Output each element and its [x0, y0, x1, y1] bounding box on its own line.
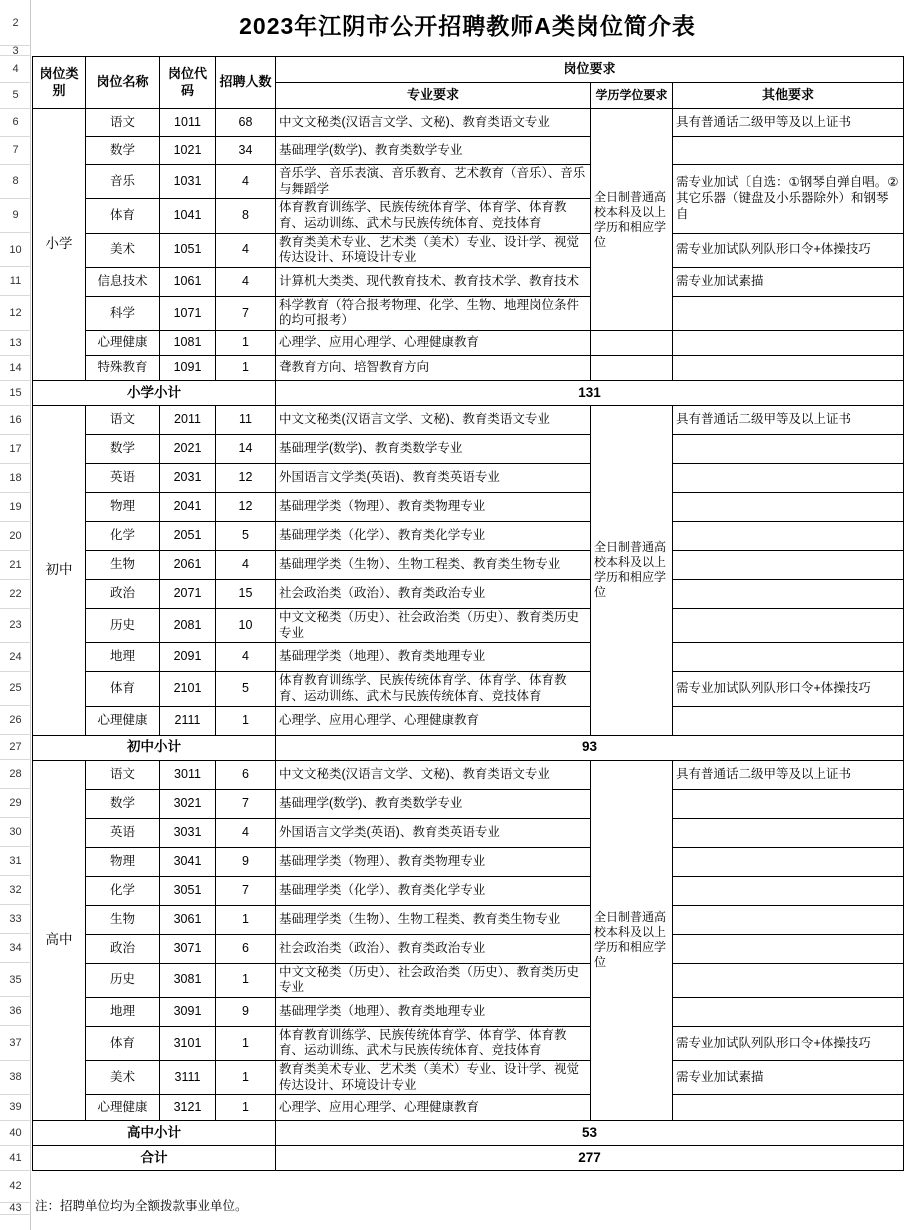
row-number: 30 — [0, 818, 31, 847]
major-requirement: 心理学、应用心理学、心理健康教育 — [276, 1095, 591, 1121]
row-number: 13 — [0, 331, 31, 356]
hire-count: 4 — [216, 267, 276, 296]
hire-count: 4 — [216, 818, 276, 847]
other-requirement: 需专业加试素描 — [673, 1061, 904, 1095]
table-header-row-1 — [33, 57, 904, 83]
table-row — [33, 963, 904, 997]
row-number: 40 — [0, 1121, 31, 1146]
major-requirement: 基础理学类（地理）、教育类地理专业 — [276, 997, 591, 1026]
other-requirement: 需专业加试素描 — [673, 267, 904, 296]
major-requirement: 心理学、应用心理学、心理健康教育 — [276, 331, 591, 356]
table-row — [33, 818, 904, 847]
other-requirement — [673, 876, 904, 905]
post-code: 3091 — [160, 997, 216, 1026]
post-code: 2041 — [160, 493, 216, 522]
table-row — [33, 905, 904, 934]
subtotal-label: 小学小计 — [33, 381, 276, 406]
post-name: 美术 — [86, 1061, 160, 1095]
other-requirement: 需专业加试队列队形口令+体操技巧 — [673, 1026, 904, 1060]
row-number: 39 — [0, 1095, 31, 1121]
hire-count: 6 — [216, 934, 276, 963]
major-requirement: 基础理学类（化学）、教育类化学专业 — [276, 876, 591, 905]
post-code: 2031 — [160, 464, 216, 493]
hire-count: 5 — [216, 672, 276, 706]
post-code: 1011 — [160, 109, 216, 137]
major-requirement: 外国语言文学类(英语)、教育类英语专业 — [276, 818, 591, 847]
other-requirement: 需专业加试〔自选：①钢琴自弹自唱。②其它乐器（键盘及小乐器除外）和钢琴自 — [673, 165, 904, 234]
major-requirement: 中文文秘类（历史）、社会政治类（历史）、教育类历史专业 — [276, 963, 591, 997]
other-requirement — [673, 789, 904, 818]
row-number: 41 — [0, 1146, 31, 1171]
row-number-gutter — [0, 0, 31, 1230]
other-requirement — [673, 356, 904, 381]
category-cell-junior: 初中 — [33, 406, 86, 736]
row-number: 9 — [0, 199, 31, 233]
major-requirement: 聋教育方向、培智教育方向 — [276, 356, 591, 381]
major-requirement: 基础理学(数学)、教育类数学专业 — [276, 789, 591, 818]
footnote: 注：招聘单位均为全额拨款事业单位。 — [35, 1199, 248, 1213]
subtotal-value: 93 — [276, 735, 904, 760]
table-row — [33, 1095, 904, 1121]
post-code: 1031 — [160, 165, 216, 199]
post-name: 语文 — [86, 406, 160, 435]
major-requirement: 科学教育（符合报考物理、化学、生物、地理岗位条件的均可报考） — [276, 296, 591, 330]
table-row — [33, 609, 904, 643]
major-requirement: 基础理学类（生物）、生物工程类、教育类生物专业 — [276, 551, 591, 580]
hire-count: 4 — [216, 233, 276, 267]
subtotal-label: 初中小计 — [33, 735, 276, 760]
major-requirement: 社会政治类（政治）、教育类政治专业 — [276, 934, 591, 963]
header-requirements: 岗位要求 — [276, 57, 904, 83]
post-code: 3121 — [160, 1095, 216, 1121]
total-value: 277 — [276, 1146, 904, 1171]
row-number: 32 — [0, 876, 31, 905]
major-requirement: 外国语言文学类(英语)、教育类英语专业 — [276, 464, 591, 493]
category-cell-primary: 小学 — [33, 109, 86, 381]
post-name: 化学 — [86, 522, 160, 551]
major-requirement: 社会政治类（政治）、教育类政治专业 — [276, 580, 591, 609]
post-name: 特殊教育 — [86, 356, 160, 381]
row-number: 18 — [0, 464, 31, 493]
post-code: 1041 — [160, 199, 216, 233]
table-row — [33, 580, 904, 609]
table-row — [33, 997, 904, 1026]
row-number: 15 — [0, 381, 31, 406]
hire-count: 15 — [216, 580, 276, 609]
other-requirement — [673, 609, 904, 643]
major-requirement: 体育教育训练学、民族传统体育学、体育学、体育教育、运动训练、武术与民族传统体育、竞技体育 — [276, 672, 591, 706]
table-row — [33, 493, 904, 522]
post-code: 1051 — [160, 233, 216, 267]
post-name: 心理健康 — [86, 1095, 160, 1121]
row-number: 8 — [0, 165, 31, 199]
post-code: 2021 — [160, 435, 216, 464]
other-requirement — [673, 847, 904, 876]
table-row — [33, 137, 904, 165]
table-row — [33, 789, 904, 818]
major-requirement: 基础理学类（生物）、生物工程类、教育类生物专业 — [276, 905, 591, 934]
post-name: 英语 — [86, 464, 160, 493]
hire-count: 1 — [216, 963, 276, 997]
major-requirement: 中文文秘类(汉语言文学、文秘)、教育类语文专业 — [276, 760, 591, 789]
subtotal-row-senior — [33, 1121, 904, 1146]
hire-count: 6 — [216, 760, 276, 789]
post-name: 数学 — [86, 435, 160, 464]
row-number: 21 — [0, 551, 31, 580]
post-name: 地理 — [86, 643, 160, 672]
subtotal-value: 53 — [276, 1121, 904, 1146]
post-name: 心理健康 — [86, 331, 160, 356]
hire-count: 5 — [216, 522, 276, 551]
other-requirement — [673, 643, 904, 672]
post-name: 数学 — [86, 137, 160, 165]
post-code: 2111 — [160, 706, 216, 735]
other-requirement — [673, 818, 904, 847]
post-name: 科学 — [86, 296, 160, 330]
post-name: 地理 — [86, 997, 160, 1026]
table-row — [33, 1026, 904, 1060]
table-row — [33, 760, 904, 789]
hire-count: 9 — [216, 847, 276, 876]
row-number: 31 — [0, 847, 31, 876]
degree-requirement — [591, 331, 673, 356]
row-number: 20 — [0, 522, 31, 551]
major-requirement: 计算机大类类、现代教育技术、教育技术学、教育技术 — [276, 267, 591, 296]
row-number: 12 — [0, 296, 31, 330]
hire-count: 9 — [216, 997, 276, 1026]
post-code: 1091 — [160, 356, 216, 381]
other-requirement — [673, 137, 904, 165]
post-code: 1061 — [160, 267, 216, 296]
post-name: 英语 — [86, 818, 160, 847]
row-number: 11 — [0, 267, 31, 296]
row-number: 35 — [0, 963, 31, 997]
row-number: 6 — [0, 109, 31, 137]
row-number: 42 — [0, 1171, 31, 1203]
other-requirement — [673, 934, 904, 963]
major-requirement: 基础理学(数学)、教育类数学专业 — [276, 435, 591, 464]
post-name: 政治 — [86, 580, 160, 609]
post-name: 生物 — [86, 905, 160, 934]
post-name: 历史 — [86, 963, 160, 997]
major-requirement: 中文文秘类(汉语言文学、文秘)、教育类语文专业 — [276, 109, 591, 137]
header-category: 岗位类别 — [33, 57, 86, 109]
hire-count: 4 — [216, 643, 276, 672]
table-row — [33, 847, 904, 876]
row-number: 33 — [0, 905, 31, 934]
header-post-code: 岗位代码 — [160, 57, 216, 109]
table-row — [33, 551, 904, 580]
hire-count: 7 — [216, 876, 276, 905]
table-row — [33, 356, 904, 381]
row-number: 29 — [0, 789, 31, 818]
header-hire-count: 招聘人数 — [216, 57, 276, 109]
degree-requirement-junior: 全日制普通高校本科及以上学历和相应学位 — [591, 406, 673, 736]
major-requirement: 教育类美术专业、艺术类（美术）专业、设计学、视觉传达设计、环境设计专业 — [276, 233, 591, 267]
post-name: 体育 — [86, 1026, 160, 1060]
table-row — [33, 165, 904, 199]
post-name: 美术 — [86, 233, 160, 267]
table-row — [33, 267, 904, 296]
post-name: 数学 — [86, 789, 160, 818]
post-code: 1071 — [160, 296, 216, 330]
category-cell-senior: 高中 — [33, 760, 86, 1121]
header-major: 专业要求 — [276, 83, 591, 109]
major-requirement: 教育类美术专业、艺术类（美术）专业、设计学、视觉传达设计、环境设计专业 — [276, 1061, 591, 1095]
row-number: 16 — [0, 406, 31, 435]
post-name: 政治 — [86, 934, 160, 963]
degree-requirement — [591, 356, 673, 381]
post-code: 2081 — [160, 609, 216, 643]
table-row — [33, 706, 904, 735]
row-number: 26 — [0, 706, 31, 735]
major-requirement: 音乐学、音乐表演、音乐教育、艺术教育（音乐）、音乐与舞蹈学 — [276, 165, 591, 199]
other-requirement — [673, 331, 904, 356]
other-requirement — [673, 551, 904, 580]
sheet-content — [31, 0, 904, 1230]
other-requirement — [673, 706, 904, 735]
post-code: 1081 — [160, 331, 216, 356]
hire-count: 12 — [216, 464, 276, 493]
row-number: 5 — [0, 83, 31, 109]
major-requirement: 基础理学类（地理）、教育类地理专业 — [276, 643, 591, 672]
post-code: 3051 — [160, 876, 216, 905]
table-row — [33, 672, 904, 706]
hire-count: 4 — [216, 551, 276, 580]
hire-count: 14 — [216, 435, 276, 464]
major-requirement: 基础理学类（物理）、教育类物理专业 — [276, 493, 591, 522]
post-name: 历史 — [86, 609, 160, 643]
post-name: 信息技术 — [86, 267, 160, 296]
table-row — [33, 296, 904, 330]
post-code: 3071 — [160, 934, 216, 963]
other-requirement — [673, 1095, 904, 1121]
table-row — [33, 1061, 904, 1095]
table-row — [33, 331, 904, 356]
row-number: 7 — [0, 137, 31, 165]
post-name: 体育 — [86, 199, 160, 233]
post-code: 3031 — [160, 818, 216, 847]
row-number: 28 — [0, 760, 31, 789]
row-number: 14 — [0, 356, 31, 381]
table-row — [33, 435, 904, 464]
other-requirement — [673, 296, 904, 330]
table-row — [33, 876, 904, 905]
hire-count: 1 — [216, 1061, 276, 1095]
other-requirement — [673, 464, 904, 493]
hire-count: 12 — [216, 493, 276, 522]
row-number: 36 — [0, 997, 31, 1026]
other-requirement — [673, 493, 904, 522]
post-name: 物理 — [86, 847, 160, 876]
hire-count: 1 — [216, 331, 276, 356]
row-number: 2 — [0, 0, 31, 46]
degree-requirement-primary: 全日制普通高校本科及以上学历和相应学位 — [591, 109, 673, 331]
subtotal-row-primary — [33, 381, 904, 406]
post-code: 3061 — [160, 905, 216, 934]
subtotal-label: 高中小计 — [33, 1121, 276, 1146]
hire-count: 1 — [216, 1026, 276, 1060]
post-code: 2101 — [160, 672, 216, 706]
subtotal-row-junior — [33, 735, 904, 760]
hire-count: 1 — [216, 356, 276, 381]
row-number: 19 — [0, 493, 31, 522]
major-requirement: 基础理学(数学)、教育类数学专业 — [276, 137, 591, 165]
other-requirement — [673, 435, 904, 464]
hire-count: 34 — [216, 137, 276, 165]
total-label: 合计 — [33, 1146, 276, 1171]
other-requirement — [673, 905, 904, 934]
other-requirement: 需专业加试队列队形口令+体操技巧 — [673, 672, 904, 706]
other-requirement: 具有普通话二级甲等及以上证书 — [673, 760, 904, 789]
major-requirement: 中文文秘类(汉语言文学、文秘)、教育类语文专业 — [276, 406, 591, 435]
post-name: 心理健康 — [86, 706, 160, 735]
hire-count: 7 — [216, 789, 276, 818]
other-requirement — [673, 580, 904, 609]
major-requirement: 基础理学类（物理）、教育类物理专业 — [276, 847, 591, 876]
post-name: 化学 — [86, 876, 160, 905]
post-name: 语文 — [86, 109, 160, 137]
post-code: 3011 — [160, 760, 216, 789]
other-requirement — [673, 997, 904, 1026]
row-number: 3 — [0, 46, 31, 56]
row-number: 4 — [0, 57, 31, 83]
row-number: 24 — [0, 643, 31, 672]
table-row — [33, 406, 904, 435]
post-code: 3021 — [160, 789, 216, 818]
other-requirement: 具有普通话二级甲等及以上证书 — [673, 109, 904, 137]
post-code: 2091 — [160, 643, 216, 672]
hire-count: 1 — [216, 905, 276, 934]
table-row — [33, 643, 904, 672]
post-name: 语文 — [86, 760, 160, 789]
row-number: 38 — [0, 1061, 31, 1095]
row-number: 23 — [0, 609, 31, 643]
post-name: 物理 — [86, 493, 160, 522]
hire-count: 11 — [216, 406, 276, 435]
major-requirement: 基础理学类（化学）、教育类化学专业 — [276, 522, 591, 551]
row-number: 37 — [0, 1026, 31, 1060]
post-name: 体育 — [86, 672, 160, 706]
table-row — [33, 233, 904, 267]
major-requirement: 体育教育训练学、民族传统体育学、体育学、体育教育、运动训练、武术与民族传统体育、竞技体育 — [276, 1026, 591, 1060]
post-code: 2071 — [160, 580, 216, 609]
row-number: 27 — [0, 735, 31, 760]
post-code: 2061 — [160, 551, 216, 580]
other-requirement — [673, 522, 904, 551]
post-name: 音乐 — [86, 165, 160, 199]
post-code: 3081 — [160, 963, 216, 997]
row-number: 17 — [0, 435, 31, 464]
table-row — [33, 109, 904, 137]
post-code: 1021 — [160, 137, 216, 165]
table-row — [33, 934, 904, 963]
post-code: 3041 — [160, 847, 216, 876]
post-code: 2051 — [160, 522, 216, 551]
post-code: 2011 — [160, 406, 216, 435]
subtotal-value: 131 — [276, 381, 904, 406]
row-number: 10 — [0, 233, 31, 267]
hire-count: 8 — [216, 199, 276, 233]
header-other: 其他要求 — [673, 83, 904, 109]
other-requirement: 需专业加试队列队形口令+体操技巧 — [673, 233, 904, 267]
table-row — [33, 464, 904, 493]
degree-requirement-senior: 全日制普通高校本科及以上学历和相应学位 — [591, 760, 673, 1121]
job-positions-table — [32, 56, 904, 1171]
major-requirement: 体育教育训练学、民族传统体育学、体育学、体育教育、运动训练、武术与民族传统体育、竞技体育 — [276, 199, 591, 233]
hire-count: 4 — [216, 165, 276, 199]
row-number: 34 — [0, 934, 31, 963]
table-row — [33, 522, 904, 551]
hire-count: 68 — [216, 109, 276, 137]
total-row — [33, 1146, 904, 1171]
major-requirement: 心理学、应用心理学、心理健康教育 — [276, 706, 591, 735]
row-number: 22 — [0, 580, 31, 609]
post-code: 3101 — [160, 1026, 216, 1060]
hire-count: 10 — [216, 609, 276, 643]
post-code: 3111 — [160, 1061, 216, 1095]
major-requirement: 中文文秘类（历史）、社会政治类（历史）、教育类历史专业 — [276, 609, 591, 643]
hire-count: 1 — [216, 706, 276, 735]
page-title: 2023年江阴市公开招聘教师A类岗位简介表 — [239, 13, 696, 39]
row-number: 43 — [0, 1203, 31, 1215]
header-degree: 学历学位要求 — [591, 83, 673, 109]
row-number: 25 — [0, 672, 31, 706]
hire-count: 1 — [216, 1095, 276, 1121]
post-name: 生物 — [86, 551, 160, 580]
other-requirement: 具有普通话二级甲等及以上证书 — [673, 406, 904, 435]
other-requirement — [673, 963, 904, 997]
hire-count: 7 — [216, 296, 276, 330]
header-post-name: 岗位名称 — [86, 57, 160, 109]
